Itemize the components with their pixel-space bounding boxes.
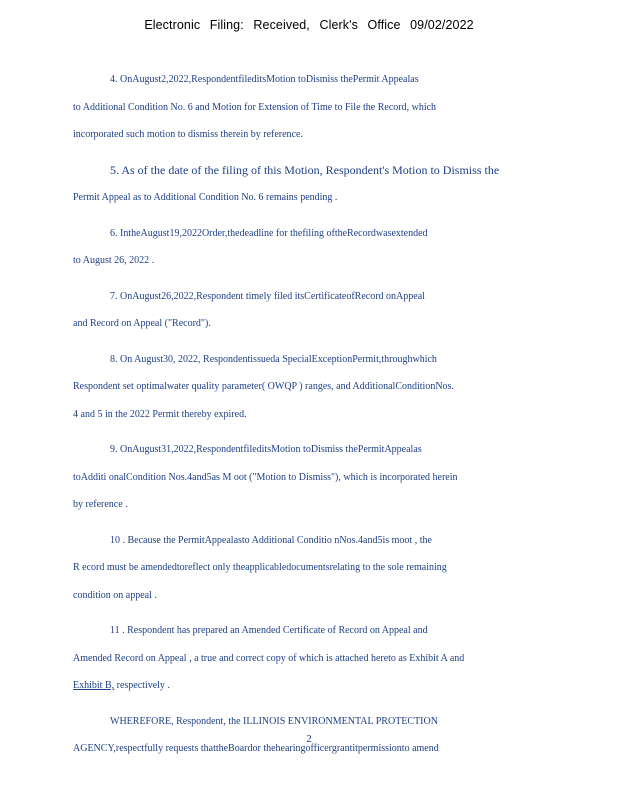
paragraph-line: 8. On August30, 2022, Respondentissueda SpecialExceptionPermit,throughwhich (110, 353, 437, 365)
paragraph-line: toAdditi onalCondition Nos.4and5as M oot ("Motion to Dismiss"), which is incorporated herein (73, 471, 458, 483)
paragraph-4 (73, 66, 538, 149)
paragraph-line: R ecord must be amendedtoreflect only theapplicabledocumentsrelating to the sole remaining (73, 562, 447, 573)
paragraph-line: to August 26, 2022 . (73, 255, 155, 266)
document-body (73, 66, 538, 771)
paragraph-line: 10 . Because the PermitAppealasto Additional Conditio nNos.4and5is moot , the (110, 534, 432, 546)
filing-stamp-header: Electronic Filing: Received, Clerk's Office 09/02/2022 (144, 18, 474, 32)
paragraph-line: 7. OnAugust26,2022,Respondent timely filed itsCertificateofRecord onAppeal (110, 290, 425, 302)
paragraph-6 (73, 220, 538, 275)
paragraph-line: to Additional Condition No. 6 and Motion for Extension of Time to File the Record, which (73, 101, 437, 113)
paragraph-line: 4 and 5 in the 2022 Permit thereby expired. (73, 408, 247, 420)
paragraph-line: Permit Appeal as to Additional Condition No. 6 remains pending . (73, 192, 338, 203)
paragraph-line: and Record on Appeal ("Record"). (73, 318, 211, 329)
paragraph-line: by reference . (73, 499, 128, 510)
paragraph-line-tail: respectively . (116, 680, 170, 691)
paragraph-9 (73, 436, 538, 519)
paragraph-line: incorporated such motion to dismiss therein by reference. (73, 129, 303, 140)
paragraph-5 (73, 157, 538, 212)
page-number: 2 (306, 733, 312, 745)
paragraph-8 (73, 346, 538, 429)
paragraph-line-exhibit (73, 672, 538, 700)
paragraph-line: 4. OnAugust2,2022,RespondentfileditsMotion toDismiss thePermit Appealas (110, 74, 419, 85)
exhibit-b-link[interactable]: Exhibit B, (73, 680, 115, 691)
paragraph-10 (73, 527, 538, 610)
paragraph-line: WHEREFORE, Respondent, the ILLINOIS ENVIRONMENTAL PROTECTION (110, 715, 438, 727)
paragraph-line: Amended Record on Appeal , a true and correct copy of which is attached hereto as Exhibit A and (73, 652, 465, 664)
paragraph-7 (73, 283, 538, 338)
paragraph-line: 9. OnAugust31,2022,RespondentfileditsMotion toDismiss thePermitAppealas (110, 444, 422, 455)
paragraph-line: condition on appeal . (73, 589, 157, 601)
paragraph-line: 6. IntheAugust19,2022Order,thedeadline for thefiling oftheRecordwasextended (110, 227, 428, 239)
paragraph-line: AGENCY,respectfully requests thattheBoardor thehearingofficergrantitpermissionto amend (73, 743, 439, 754)
paragraph-line: 11 . Respondent has prepared an Amended Certificate of Record on Appeal and (110, 625, 428, 636)
paragraph-line: 5. As of the date of the filing of this Motion, Respondent's Motion to Dismiss the (110, 162, 500, 177)
paragraph-line: Respondent set optimalwater quality parameter( OWQP ) ranges, and AdditionalConditionNos. (73, 381, 454, 392)
paragraph-11 (73, 617, 538, 700)
